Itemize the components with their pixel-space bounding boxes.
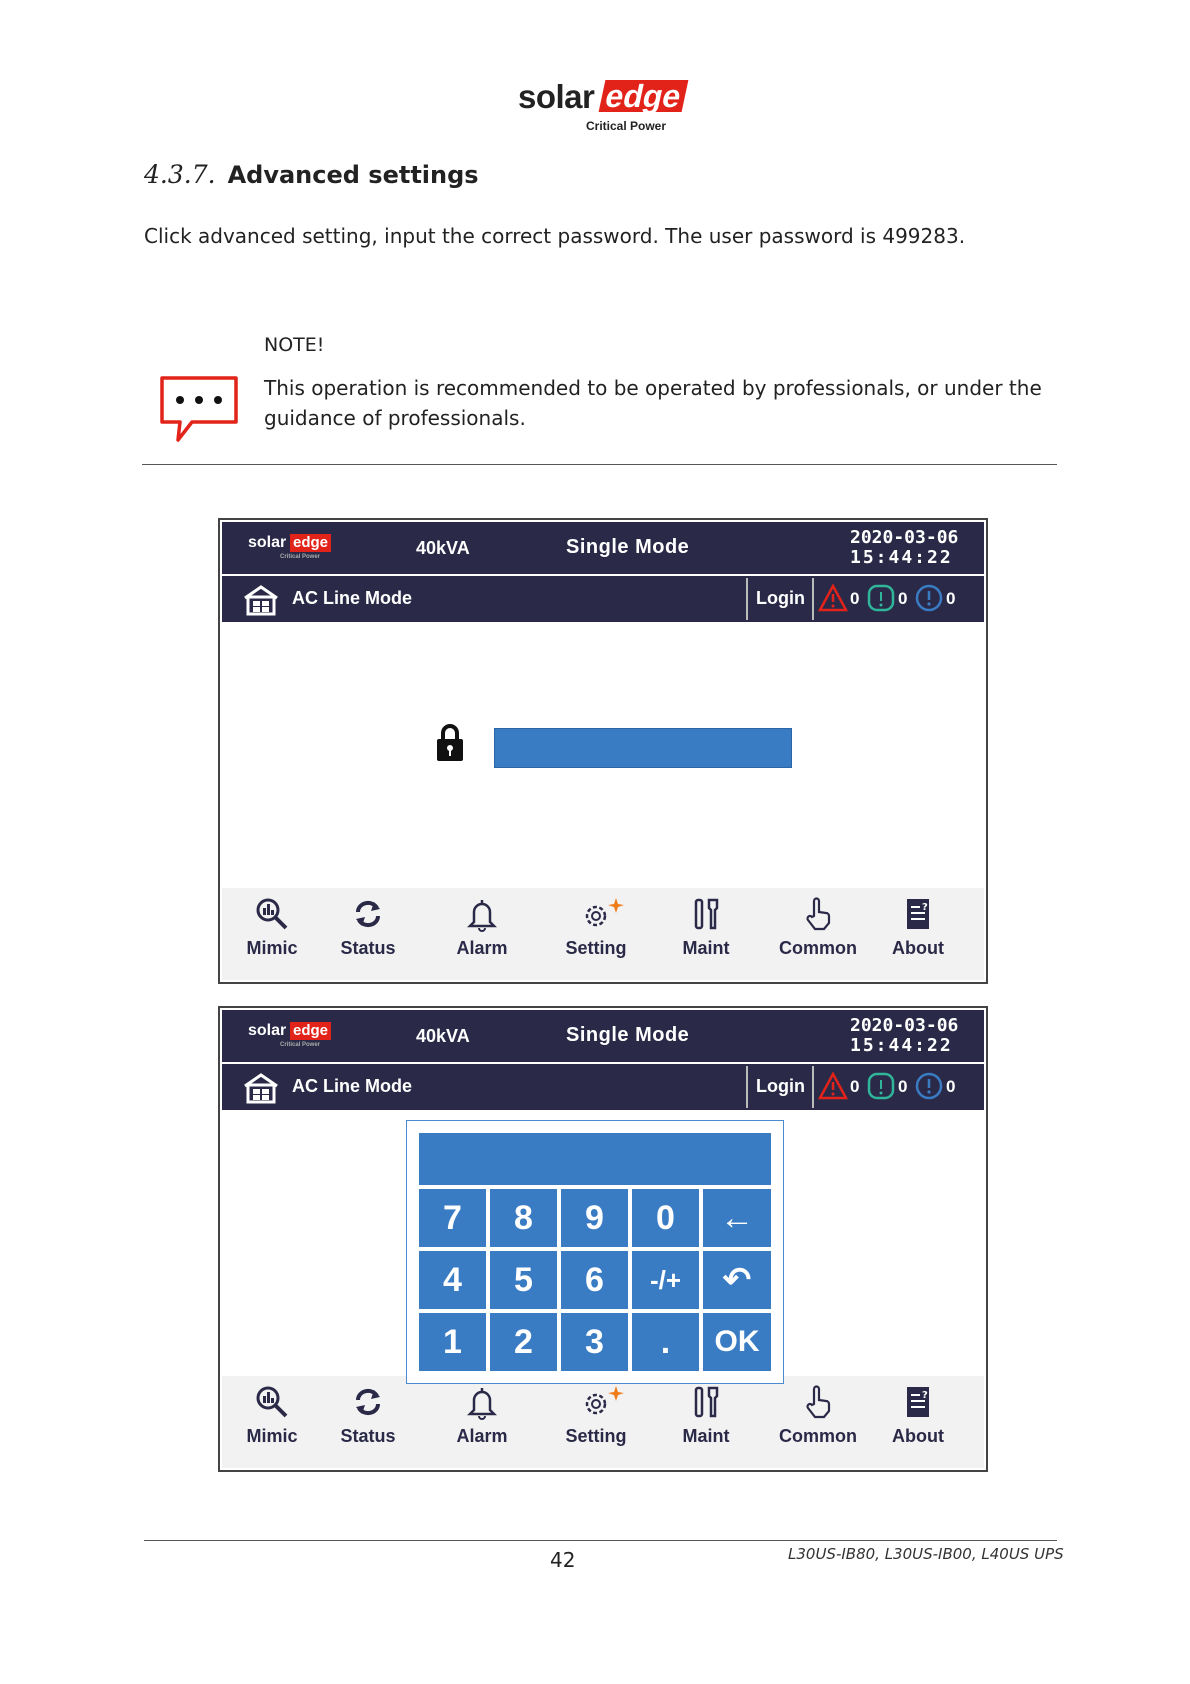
ups-screen-keypad <box>218 1006 988 1472</box>
warning-alarm-icon <box>866 584 896 612</box>
key-sign-toggle[interactable]: -/+ <box>632 1251 699 1309</box>
capacity-label: 40kVA <box>416 1026 470 1046</box>
intro-paragraph: Click advanced setting, input the correct password. The user password is 499283. <box>144 224 966 248</box>
screen-header <box>222 522 984 574</box>
screen-logo: solar edge Critical Power <box>248 534 338 564</box>
footer-divider <box>144 1540 1057 1541</box>
nav-status[interactable]: Status <box>318 888 418 980</box>
refresh-arrows-icon <box>350 1384 386 1420</box>
home-icon[interactable] <box>242 1072 280 1104</box>
warning-alarm-icon <box>866 1072 896 1100</box>
magnifier-chart-icon <box>254 896 290 932</box>
nav-mimic[interactable]: Mimic <box>222 888 322 980</box>
lock-icon <box>434 722 466 764</box>
bell-icon <box>464 896 500 932</box>
critical-alarm-icon <box>818 584 848 612</box>
capacity-label: 40kVA <box>416 538 470 558</box>
home-icon[interactable] <box>242 584 280 616</box>
alarm-indicators[interactable] <box>818 1072 968 1102</box>
password-area <box>222 622 984 888</box>
mode-label: Single Mode <box>566 1024 690 1046</box>
section-number: 4.3.7. <box>144 160 216 189</box>
nav-maint[interactable]: Maint <box>656 888 756 980</box>
info-alarm-count: 0 <box>946 1077 956 1096</box>
key-0[interactable]: 0 <box>632 1189 699 1247</box>
alarm-indicators[interactable] <box>818 584 968 614</box>
key-return[interactable]: ↶ <box>703 1251 771 1309</box>
numeric-keypad <box>406 1120 784 1384</box>
page-number: 42 <box>550 1548 576 1572</box>
mode-label: Single Mode <box>566 536 690 558</box>
screen-header <box>222 1010 984 1062</box>
nav-common[interactable]: Common <box>768 888 868 980</box>
document-question-icon <box>900 896 936 932</box>
nav-alarm[interactable]: Alarm <box>432 888 532 980</box>
nav-mimic[interactable]: Mimic <box>222 1376 322 1468</box>
keypad-display[interactable] <box>419 1133 771 1185</box>
section-title: Advanced settings <box>227 161 479 189</box>
datetime: 2020-03-06 15:44:22 <box>850 527 959 568</box>
gear-icon <box>578 1384 628 1420</box>
tools-icon <box>688 896 724 932</box>
svg-text:?: ? <box>922 902 928 913</box>
key-7[interactable]: 7 <box>419 1189 486 1247</box>
key-3[interactable]: 3 <box>561 1313 628 1371</box>
svg-text:?: ? <box>922 1390 928 1401</box>
info-alarm-count: 0 <box>946 589 956 608</box>
hand-pointer-icon <box>800 896 836 932</box>
screen-logo: solar edge Critical Power <box>248 1022 338 1052</box>
nav-setting[interactable]: Setting <box>546 888 646 980</box>
key-9[interactable]: 9 <box>561 1189 628 1247</box>
solaredge-logo: solar edge Critical Power <box>518 78 688 138</box>
refresh-arrows-icon <box>350 896 386 932</box>
key-5[interactable]: 5 <box>490 1251 557 1309</box>
warning-alarm-count: 0 <box>898 589 908 608</box>
bottom-nav <box>222 1376 984 1468</box>
document-question-icon <box>900 1384 936 1420</box>
info-alarm-icon <box>914 1072 944 1100</box>
warning-alarm-count: 0 <box>898 1077 908 1096</box>
key-4[interactable]: 4 <box>419 1251 486 1309</box>
key-8[interactable]: 8 <box>490 1189 557 1247</box>
critical-alarm-count: 0 <box>850 589 860 608</box>
login-button[interactable]: Login <box>756 1076 805 1096</box>
login-button[interactable]: Login <box>756 588 805 608</box>
document-code: L30US-IB80, L30US-IB00, L40US UPS <box>788 1545 1064 1563</box>
nav-about[interactable]: ? About <box>868 1376 968 1468</box>
nav-maint[interactable]: Maint <box>656 1376 756 1468</box>
section-heading <box>144 160 479 189</box>
bell-icon <box>464 1384 500 1420</box>
critical-alarm-count: 0 <box>850 1077 860 1096</box>
key-1[interactable]: 1 <box>419 1313 486 1371</box>
bottom-nav <box>222 888 984 980</box>
divider <box>142 464 1057 465</box>
password-input[interactable] <box>494 728 792 768</box>
nav-status[interactable]: Status <box>318 1376 418 1468</box>
ups-screen-password <box>218 518 988 984</box>
nav-alarm[interactable]: Alarm <box>432 1376 532 1468</box>
gear-icon <box>578 896 628 932</box>
key-2[interactable]: 2 <box>490 1313 557 1371</box>
nav-common[interactable]: Common <box>768 1376 868 1468</box>
nav-setting[interactable]: Setting <box>546 1376 646 1468</box>
nav-about[interactable]: ? About <box>868 888 968 980</box>
hand-pointer-icon <box>800 1384 836 1420</box>
magnifier-chart-icon <box>254 1384 290 1420</box>
line-mode-label: AC Line Mode <box>292 1076 412 1096</box>
critical-alarm-icon <box>818 1072 848 1100</box>
note-speech-bubble-icon <box>158 374 240 454</box>
note-label: NOTE! <box>264 334 325 356</box>
info-alarm-icon <box>914 584 944 612</box>
key-ok[interactable]: OK <box>703 1313 771 1371</box>
datetime: 2020-03-06 15:44:22 <box>850 1015 959 1056</box>
key-6[interactable]: 6 <box>561 1251 628 1309</box>
tools-icon <box>688 1384 724 1420</box>
status-bar <box>222 1064 984 1110</box>
key-backspace[interactable]: ← <box>703 1189 771 1247</box>
status-bar <box>222 576 984 622</box>
note-text: This operation is recommended to be operated by professionals, or under the guidance of professionals. <box>264 376 1042 430</box>
line-mode-label: AC Line Mode <box>292 588 412 608</box>
key-decimal[interactable]: . <box>632 1313 699 1371</box>
